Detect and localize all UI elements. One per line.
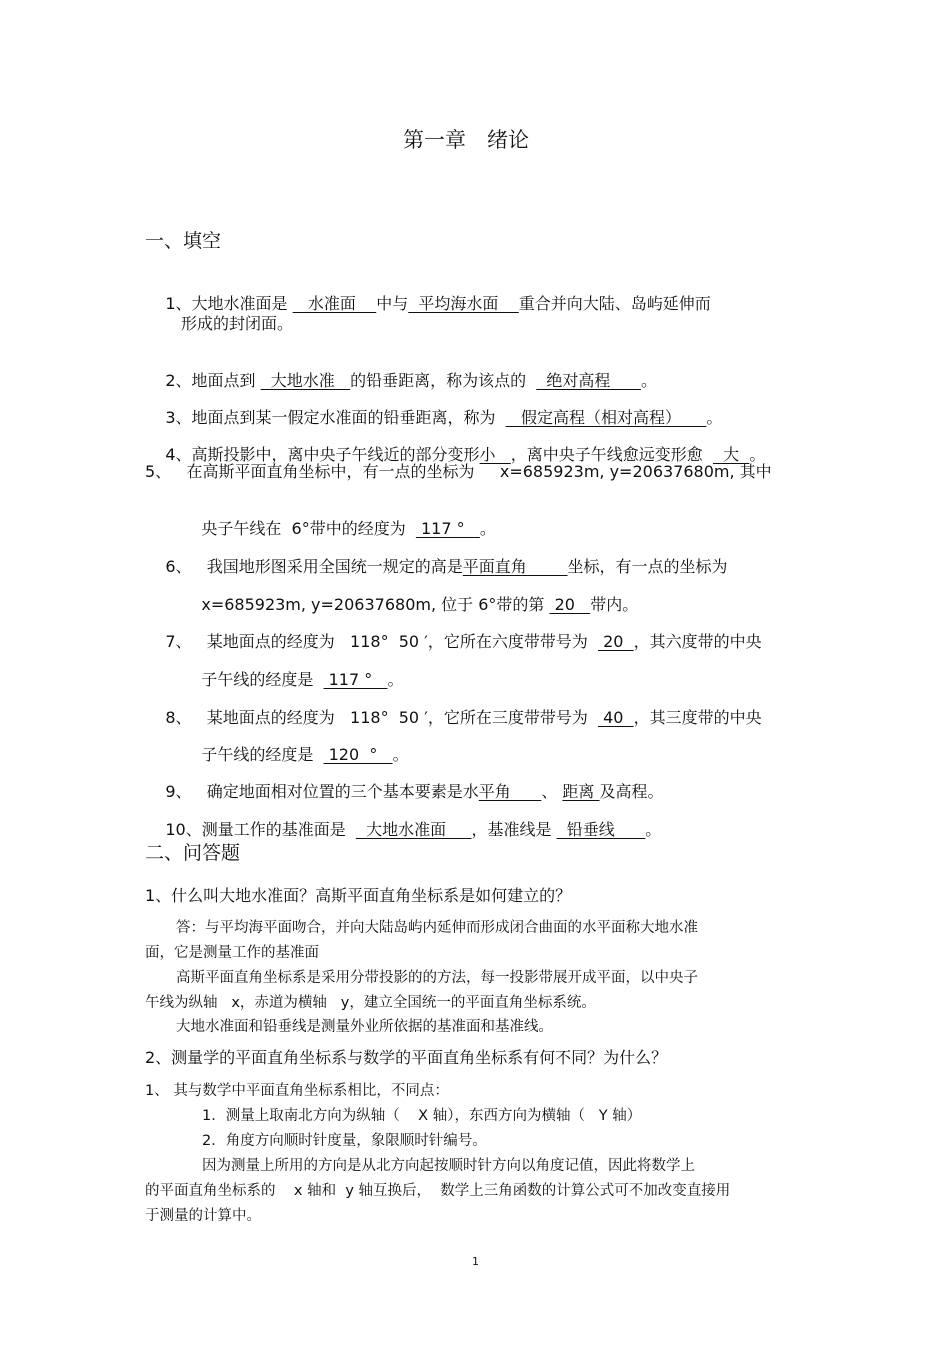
fill-item-8-cont: 子午线的经度是 120 ° 。	[201, 745, 409, 764]
fill-item-10: 10、测量工作的基准面是 大地水准面 ，基准线是 铅垂线 。	[165, 820, 662, 839]
answer-1-line: 面，它是测量工作的基准面	[145, 945, 319, 961]
answer-blank: 假定高程（相对高程）	[505, 408, 707, 427]
answer-1-line: 高斯平面直角坐标系是采用分带投影的的方法，每一投影带展开成平面，以中央子	[176, 970, 698, 986]
fill-item-6: 6、 我国地形图采用全国统一规定的高是平面直角 坐标，有一点的坐标为	[165, 557, 728, 576]
answer-blank: 水准面	[292, 294, 377, 313]
fill-item-4: 4、高斯投影中，离中央子午线近的部分变形小 ，离中央子午线愈远变形愈 大 。	[165, 445, 766, 464]
answer-2-line: 因为测量上所用的方向是从北方向起按顺时针方向以角度记值，因此将数学上	[202, 1158, 695, 1174]
answer-blank: 平面直角	[462, 557, 568, 576]
answer-blank: 大地水准	[260, 371, 351, 390]
answer-1-line: 大地水准面和铅垂线是测量外业所依据的基准面和基准线。	[176, 1019, 553, 1035]
question-1: 1、什么叫大地水准面？高斯平面直角坐标系是如何建立的？	[145, 886, 572, 905]
answer-blank: 距离	[562, 782, 600, 801]
fill-item-7-cont: 子午线的经度是 117 ° 。	[201, 670, 404, 689]
answer-blank: 大	[712, 445, 750, 464]
page-title: 第一章 绪论	[403, 128, 529, 152]
answer-1-line: 答：与平均海平面吻合，并向大陆岛屿内延伸而形成闭合曲面的水平面称大地水准	[176, 920, 698, 936]
answer-blank: 平均海水面	[408, 294, 519, 313]
page-number: 1	[472, 1255, 479, 1268]
answer-1-line: 午线为纵轴 x，赤道为横轴 y，建立全国统一的平面直角坐标系统。	[145, 995, 596, 1011]
fill-item-5: 5、 在高斯平面直角坐标中，有一点的坐标为 x=685923m, y=20637680m, 其中	[145, 462, 772, 481]
answer-2-line: 的平面直角坐标系的 x 轴和 y 轴互换后， 数学上三角函数的计算公式可不加改变直接用	[145, 1183, 731, 1199]
answer-blank: 铅垂线	[556, 820, 646, 839]
fill-item-3: 3、地面点到某一假定水准面的铅垂距离，称为 假定高程（相对高程） 。	[165, 408, 723, 427]
answer-2-line: 1、 其与数学中平面直角坐标系相比，不同点：	[145, 1083, 449, 1099]
fill-item-8: 8、 某地面点的经度为 118° 50 ′，它所在三度带带号为 40 ，其三度带的中央	[165, 708, 762, 727]
fill-item-1-cont: 形成的封闭面。	[181, 314, 294, 333]
fill-item-2: 2、地面点到 大地水准 的铅垂距离，称为该点的 绝对高程 。	[165, 371, 657, 390]
fill-item-6-cont: x=685923m, y=20637680m, 位于 6°带的第 20 带内。	[201, 595, 639, 614]
section2-heading: 二、问答题	[145, 842, 241, 864]
answer-blank: 小	[479, 445, 511, 464]
answer-blank: 40	[598, 708, 634, 727]
answer-blank: 大地水准面	[355, 820, 472, 839]
answer-blank: 平角	[478, 782, 542, 801]
answer-blank: 绝对高程	[536, 371, 641, 390]
fill-item-1: 1、大地水准面是 水准面 中与 平均海水面 重合并向大陆、岛屿延伸而	[165, 294, 711, 313]
answer-blank: 20	[598, 632, 634, 651]
fill-item-5-cont: 央子午线在 6°带中的经度为 117 ° 。	[201, 519, 496, 538]
section1-heading: 一、填空	[145, 230, 222, 252]
answer-2-line: 2．角度方向顺时针度量，象限顺时针编号。	[202, 1133, 487, 1149]
answer-blank: 117 °	[415, 519, 480, 538]
answer-blank: 120 °	[323, 745, 393, 764]
question-2: 2、测量学的平面直角坐标系与数学的平面直角坐标系有何不同？为什么？	[145, 1048, 668, 1067]
answer-blank: 20	[549, 595, 591, 614]
answer-2-line: 于测量的计算中。	[145, 1208, 261, 1224]
answer-2-line: 1．测量上取南北方向为纵轴（ X 轴），东西方向为横轴（ Y 轴）	[202, 1108, 642, 1124]
fill-item-7: 7、 某地面点的经度为 118° 50 ′，它所在六度带带号为 20 ，其六度带的中央	[165, 632, 762, 651]
answer-blank: 117 °	[323, 670, 388, 689]
fill-item-9: 9、 确定地面相对位置的三个基本要素是水平角 、 距离 及高程。	[165, 782, 664, 801]
